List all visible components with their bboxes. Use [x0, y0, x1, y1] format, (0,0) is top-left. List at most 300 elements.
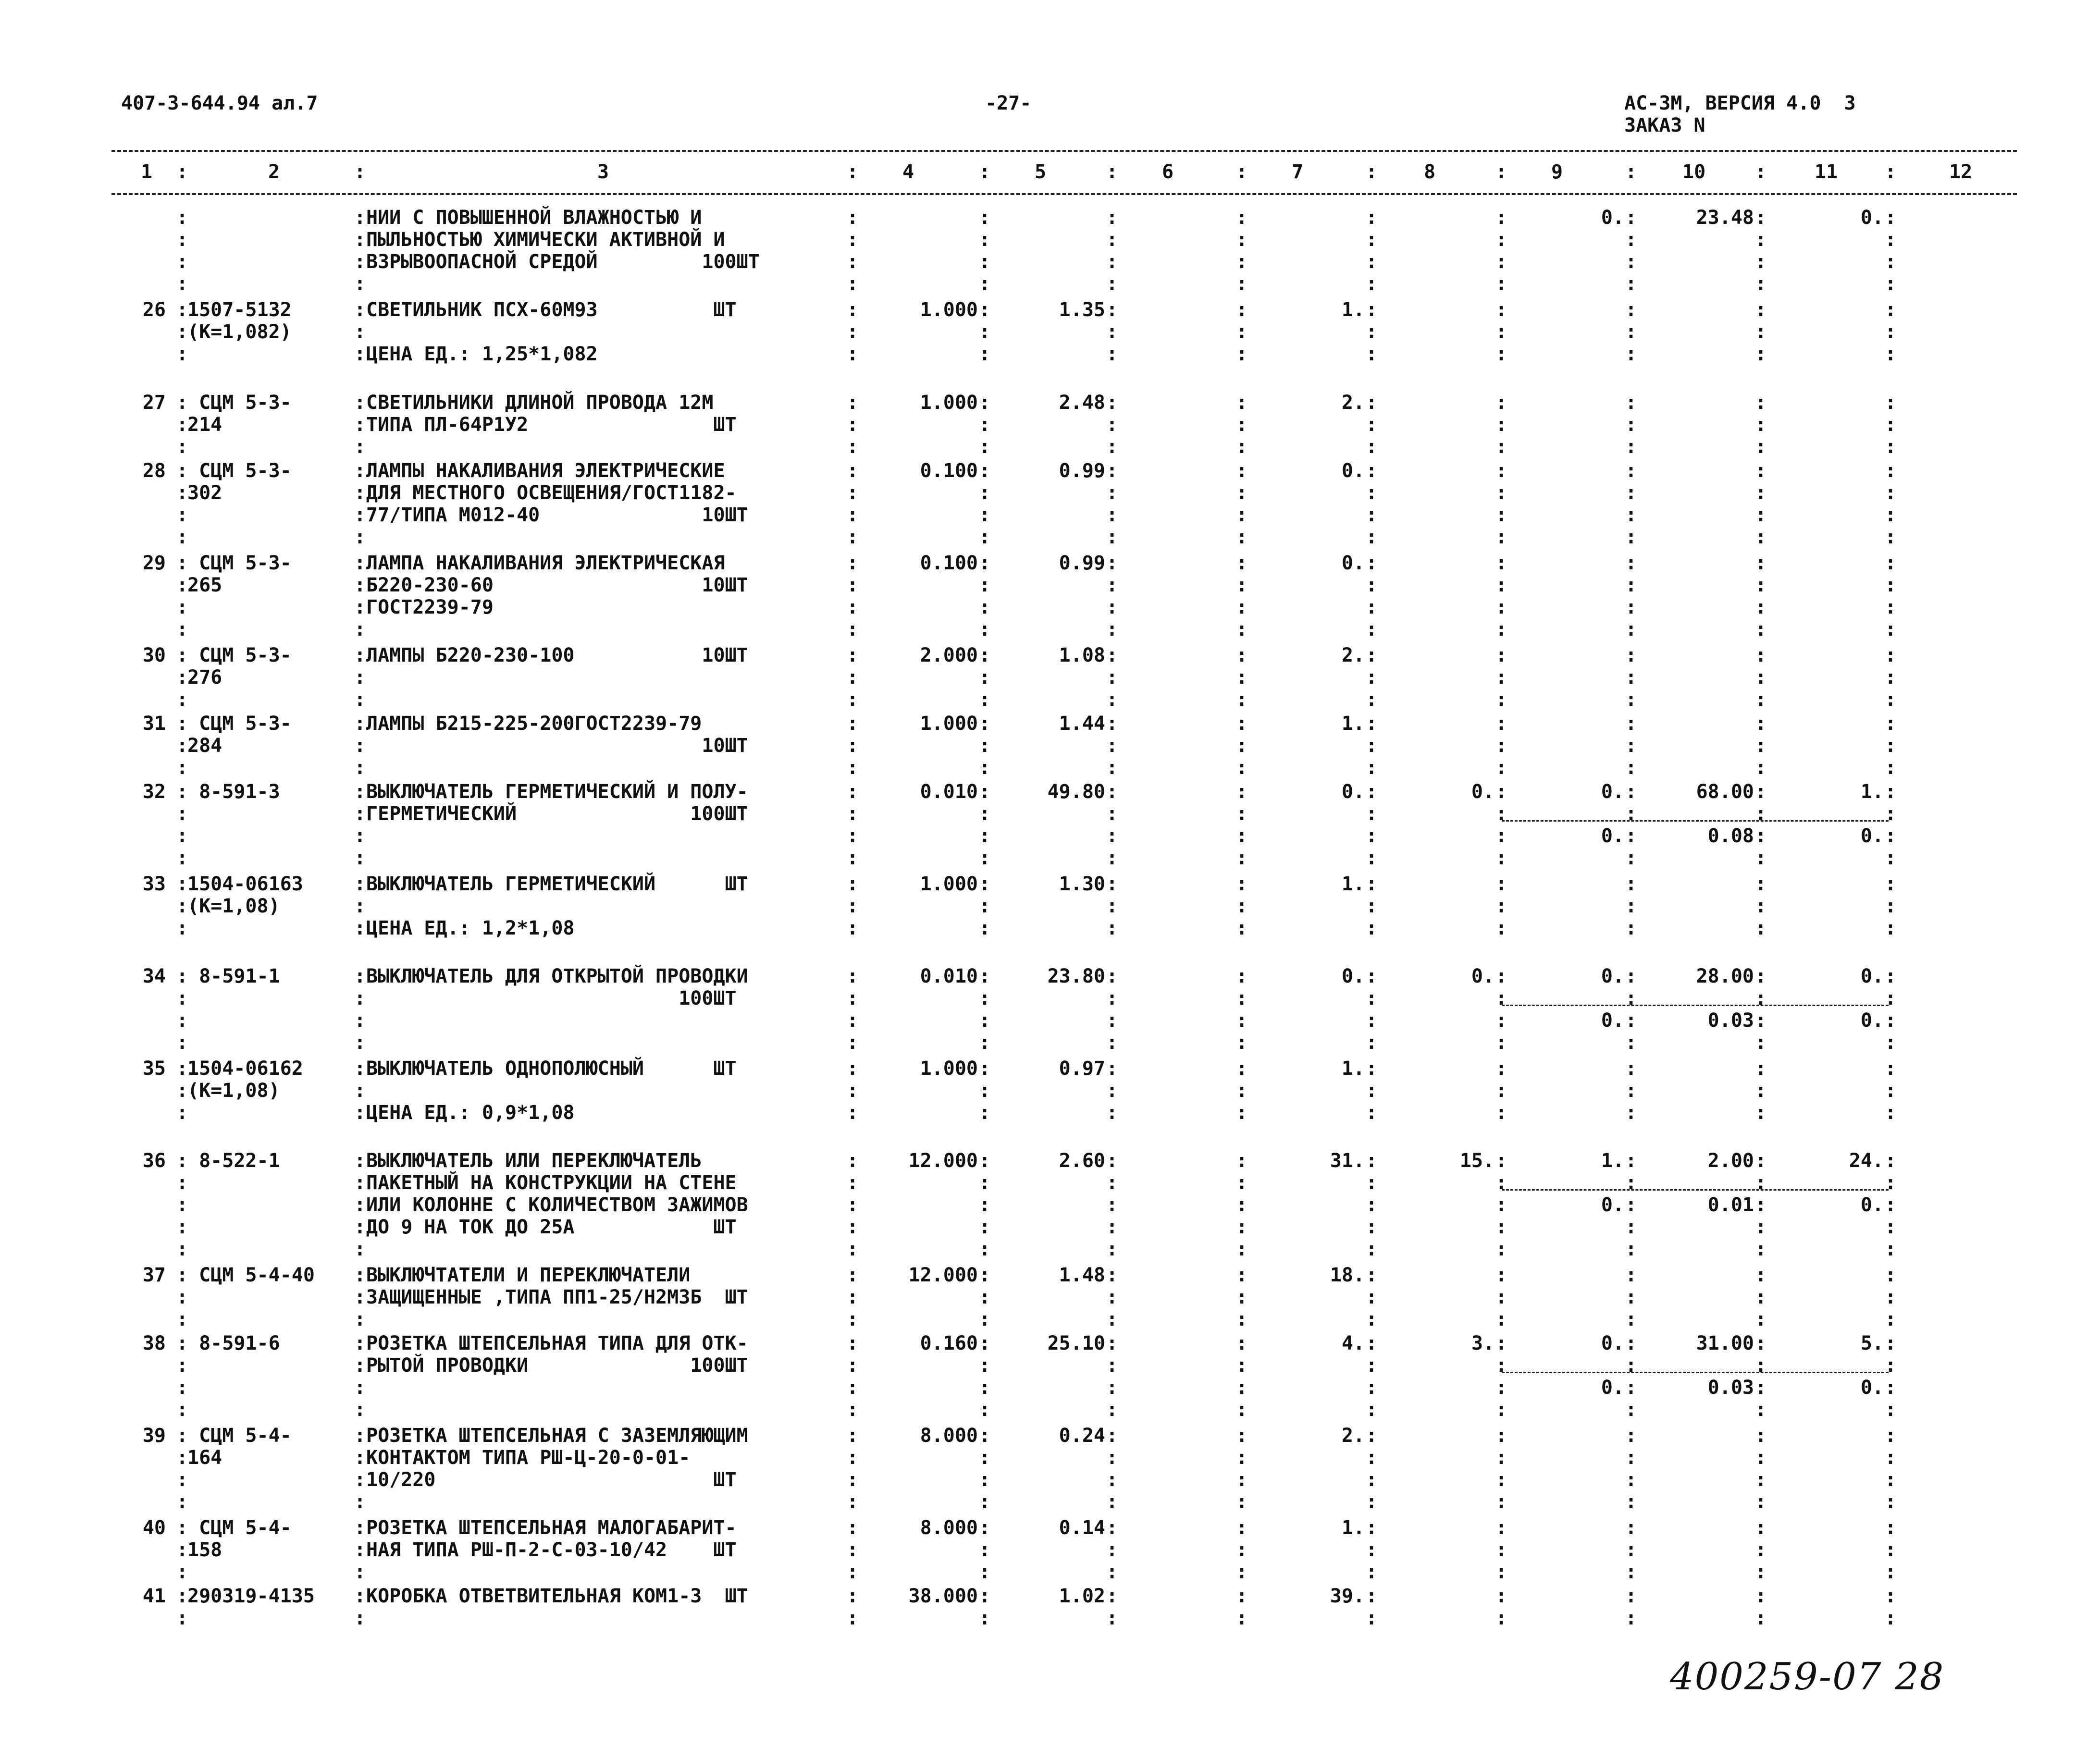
column-separator: :: [354, 1425, 366, 1447]
column-separator: :: [1366, 917, 1378, 939]
column-separator: :: [847, 895, 859, 917]
column-separator: :: [979, 965, 991, 987]
column-separator: :: [1495, 273, 1507, 295]
column-separator: :: [979, 1009, 991, 1032]
column-separator: :: [1495, 1517, 1507, 1539]
item-code-extra: (К=1,08): [187, 895, 280, 917]
column-separator: :: [176, 1286, 188, 1308]
column-separator: :: [1755, 1425, 1767, 1447]
column-separator: :: [847, 436, 859, 458]
item-description: ВЫКЛЮЧАТЕЛЬ ГЕРМЕТИЧЕСКИЙ ШТ: [366, 873, 748, 895]
column-separator: :: [1625, 1286, 1637, 1308]
column-separator: :: [1625, 825, 1637, 847]
column-separator: :: [1366, 229, 1378, 251]
column-separator: :: [1236, 343, 1248, 365]
column-separator: :: [1625, 392, 1637, 414]
value-c7: 2.: [1341, 1425, 1365, 1447]
column-separator: :: [176, 1517, 188, 1539]
column-separator: :: [847, 689, 859, 711]
column-separator: :: [1755, 343, 1767, 365]
value-c10: 68.00: [1696, 781, 1754, 803]
column-separator: :: [1755, 321, 1767, 343]
value-c5: 0.99: [1059, 460, 1105, 482]
column-separator: :: [1885, 1399, 1897, 1421]
column-separator: :: [1236, 1080, 1248, 1102]
column-separator: :: [1106, 1150, 1118, 1172]
value-c5: 2.48: [1059, 392, 1105, 414]
doc-id: 407-3-644.94 ал.7: [121, 92, 318, 114]
column-separator: :: [847, 1172, 859, 1194]
column-separator: :: [176, 207, 188, 229]
column-separator: :: [847, 574, 859, 596]
column-separator: :: [1885, 873, 1897, 895]
value-c10: 23.48: [1696, 207, 1754, 229]
column-separator: :: [354, 847, 366, 869]
column-separator: :: [1495, 343, 1507, 365]
column-separator: :: [847, 1032, 859, 1054]
column-separator: :: [1366, 1264, 1378, 1286]
column-separator: :: [176, 273, 188, 295]
column-separator: :: [1885, 803, 1897, 825]
item-code: СЦМ 5-3-: [187, 644, 292, 666]
column-separator: :: [1755, 1238, 1767, 1260]
column-separator: :: [1755, 987, 1767, 1009]
column-separator: :: [1885, 1517, 1897, 1539]
column-separator: :: [1755, 1102, 1767, 1124]
column-separator: :: [176, 713, 188, 735]
column-separator: :: [1236, 1172, 1248, 1194]
column-separator: :: [1495, 482, 1507, 504]
column-separator: :: [979, 1264, 991, 1286]
row-number: 27: [142, 392, 166, 414]
sub-value-c10: 0.03: [1707, 1377, 1754, 1399]
column-separator: :: [1236, 273, 1248, 295]
column-separator: :: [176, 1399, 188, 1421]
column-separator: :: [1106, 1009, 1118, 1032]
column-separator: :: [1106, 321, 1118, 343]
value-c7: 39.: [1330, 1585, 1365, 1607]
column-separator: :: [176, 825, 188, 847]
column-separator: :: [1106, 895, 1118, 917]
column-separator: :: [979, 1102, 991, 1124]
column-separator: :: [1885, 618, 1897, 640]
column-separator: :: [1236, 689, 1248, 711]
column-separator: :: [1366, 207, 1378, 229]
column-separator: :: [1625, 847, 1637, 869]
column-separator: :: [1236, 847, 1248, 869]
item-description: НИИ С ПОВЫШЕННОЙ ВЛАЖНОСТЬЮ И: [366, 207, 702, 229]
column-separator: :: [1366, 321, 1378, 343]
column-separator: :: [1495, 917, 1507, 939]
sub-value-c11: 0.: [1860, 1194, 1884, 1216]
column-separator: :: [354, 229, 366, 251]
column-separator: :: [354, 392, 366, 414]
value-c7: 0.: [1341, 460, 1365, 482]
column-separator: :: [354, 526, 366, 548]
value-c4: 0.160: [920, 1332, 978, 1354]
column-separator: :: [979, 251, 991, 273]
column-separator: :: [1236, 1332, 1248, 1354]
column-separator: :: [1625, 1172, 1637, 1194]
column-separator: :: [1495, 644, 1507, 666]
column-separator: :: [1236, 1399, 1248, 1421]
item-description: ЛАМПА НАКАЛИВАНИЯ ЭЛЕКТРИЧЕСКАЯ: [366, 552, 725, 574]
column-separator: :: [1366, 343, 1378, 365]
column-separator: :: [1755, 1286, 1767, 1308]
column-separator: :: [1755, 1561, 1767, 1583]
column-separator: :: [847, 1058, 859, 1080]
column-separator: :: [1885, 1032, 1897, 1054]
column-separator: :: [354, 666, 366, 689]
column-separator: :: [1366, 1032, 1378, 1054]
column-separator: :: [979, 895, 991, 917]
column-separator: :: [176, 644, 188, 666]
column-separator: :: [1625, 965, 1637, 987]
column-separator: :: [176, 1539, 188, 1561]
item-description: ИЛИ КОЛОННЕ С КОЛИЧЕСТВОМ ЗАЖИМОВ: [366, 1194, 748, 1216]
column-separator: :: [1366, 1009, 1378, 1032]
item-description: ВЫКЛЮЧТАТЕЛИ И ПЕРЕКЛЮЧАТЕЛИ: [366, 1264, 691, 1286]
column-separator: :: [1625, 460, 1637, 482]
value-c4: 1.000: [920, 392, 978, 414]
column-separator: :: [1106, 1080, 1118, 1102]
item-code-extra: 284: [187, 735, 222, 757]
column-separator: :: [847, 596, 859, 618]
value-c5: 0.97: [1059, 1058, 1105, 1080]
column-separator: :: [1366, 1425, 1378, 1447]
item-code: СЦМ 5-3-: [187, 552, 292, 574]
column-separator: :: [1236, 825, 1248, 847]
column-separator: :: [847, 414, 859, 436]
column-separator: :: [1236, 1150, 1248, 1172]
column-separator: :: [176, 392, 188, 414]
column-separator: :: [1625, 1150, 1637, 1172]
column-separator: :: [1106, 460, 1118, 482]
column-separator: :: [1625, 1469, 1637, 1491]
column-separator: :: [1885, 1469, 1897, 1491]
column-separator: :: [1366, 895, 1378, 917]
column-separator: :: [1366, 1561, 1378, 1583]
column-separator: :: [1495, 847, 1507, 869]
column-separator: :: [979, 1058, 991, 1080]
column-separator: :: [1236, 735, 1248, 757]
column-separator: :: [1106, 1607, 1118, 1629]
column-separator: :: [354, 1354, 366, 1377]
column-separator: :: [1236, 414, 1248, 436]
column-header-10: 10: [1682, 161, 1706, 183]
row-number: 31: [142, 713, 166, 735]
column-separator: :: [847, 161, 859, 183]
column-separator: :: [1495, 1264, 1507, 1286]
item-code-extra: (К=1,082): [187, 321, 292, 343]
value-c7: 31.: [1330, 1150, 1365, 1172]
column-separator: :: [1755, 689, 1767, 711]
item-code: 8-522-1: [187, 1150, 280, 1172]
column-separator: :: [1106, 1172, 1118, 1194]
column-separator: :: [354, 965, 366, 987]
column-separator: :: [1236, 895, 1248, 917]
value-c7: 0.: [1341, 552, 1365, 574]
column-separator: :: [1625, 482, 1637, 504]
column-separator: :: [1885, 1080, 1897, 1102]
column-separator: :: [1366, 1377, 1378, 1399]
column-separator: :: [176, 1102, 188, 1124]
column-separator: :: [1106, 1194, 1118, 1216]
item-description: ЗАЩИЩЕННЫЕ ,ТИПА ПП1-25/Н2М3Б ШТ: [366, 1286, 748, 1308]
column-separator: :: [1106, 1399, 1118, 1421]
column-separator: :: [1625, 873, 1637, 895]
column-separator: :: [1885, 1425, 1897, 1447]
column-separator: :: [1236, 596, 1248, 618]
column-separator: :: [1236, 229, 1248, 251]
column-separator: :: [1625, 1354, 1637, 1377]
column-separator: :: [176, 1009, 188, 1032]
column-separator: :: [979, 1469, 991, 1491]
column-separator: :: [1625, 161, 1637, 183]
column-separator: :: [1755, 1377, 1767, 1399]
column-separator: :: [1236, 965, 1248, 987]
value-c5: 2.60: [1059, 1150, 1105, 1172]
row-number: 35: [142, 1058, 166, 1080]
column-separator: :: [354, 273, 366, 295]
column-separator: :: [1755, 1032, 1767, 1054]
column-separator: :: [1236, 1425, 1248, 1447]
column-separator: :: [354, 1264, 366, 1286]
column-separator: :: [979, 321, 991, 343]
item-description: РОЗЕТКА ШТЕПСЕЛЬНАЯ МАЛОГАБАРИТ-: [366, 1517, 737, 1539]
row-number: 36: [142, 1150, 166, 1172]
value-c7: 2.: [1341, 392, 1365, 414]
column-separator: :: [1366, 666, 1378, 689]
column-separator: :: [1625, 689, 1637, 711]
column-separator: :: [1625, 504, 1637, 526]
column-separator: :: [354, 781, 366, 803]
column-separator: :: [1625, 596, 1637, 618]
row-number: 41: [142, 1585, 166, 1607]
column-separator: :: [847, 460, 859, 482]
column-separator: :: [1495, 1447, 1507, 1469]
column-separator: :: [354, 1172, 366, 1194]
column-separator: :: [1106, 1238, 1118, 1260]
column-separator: :: [1885, 965, 1897, 987]
column-separator: :: [1885, 414, 1897, 436]
sub-value-c11: 0.: [1860, 1377, 1884, 1399]
column-separator: :: [847, 299, 859, 321]
column-separator: :: [354, 1080, 366, 1102]
column-separator: :: [979, 343, 991, 365]
column-separator: :: [1495, 229, 1507, 251]
column-separator: :: [176, 1216, 188, 1238]
row-number: 32: [142, 781, 166, 803]
column-separator: :: [847, 251, 859, 273]
column-separator: :: [1236, 987, 1248, 1009]
column-separator: :: [1495, 1585, 1507, 1607]
column-separator: :: [354, 1585, 366, 1607]
column-separator: :: [1495, 757, 1507, 779]
column-separator: :: [979, 596, 991, 618]
column-separator: :: [1495, 987, 1507, 1009]
item-description: Б220-230-60 10ШТ: [366, 574, 748, 596]
item-code-extra: 302: [187, 482, 222, 504]
column-separator: :: [1755, 965, 1767, 987]
value-c7: 18.: [1330, 1264, 1365, 1286]
column-separator: :: [1495, 1332, 1507, 1354]
column-separator: :: [1236, 482, 1248, 504]
column-header-7: 7: [1292, 161, 1304, 183]
column-separator: :: [354, 1377, 366, 1399]
column-separator: :: [1366, 1238, 1378, 1260]
column-separator: :: [1236, 1561, 1248, 1583]
column-separator: :: [354, 482, 366, 504]
value-c5: 49.80: [1047, 781, 1105, 803]
column-separator: :: [979, 504, 991, 526]
column-separator: :: [1236, 1607, 1248, 1629]
column-separator: :: [847, 1264, 859, 1286]
column-separator: :: [1755, 1264, 1767, 1286]
column-separator: :: [354, 757, 366, 779]
item-code: 1504-06162: [187, 1058, 303, 1080]
column-separator: :: [1495, 1194, 1507, 1216]
column-separator: :: [1495, 1539, 1507, 1561]
column-separator: :: [176, 1032, 188, 1054]
column-separator: :: [1236, 917, 1248, 939]
column-separator: :: [1106, 1216, 1118, 1238]
column-separator: :: [847, 1377, 859, 1399]
column-separator: :: [979, 666, 991, 689]
column-separator: :: [1366, 713, 1378, 735]
column-separator: :: [1366, 273, 1378, 295]
column-separator: :: [1885, 460, 1897, 482]
column-separator: :: [1236, 873, 1248, 895]
column-separator: :: [354, 436, 366, 458]
column-separator: :: [1755, 1469, 1767, 1491]
column-separator: :: [1885, 1216, 1897, 1238]
column-separator: :: [1755, 917, 1767, 939]
column-separator: :: [1625, 1332, 1637, 1354]
value-c9: 0.: [1601, 965, 1624, 987]
column-separator: :: [1495, 392, 1507, 414]
column-separator: :: [1755, 1308, 1767, 1330]
value-c7: 1.: [1341, 1517, 1365, 1539]
column-separator: :: [847, 757, 859, 779]
column-separator: :: [979, 873, 991, 895]
column-separator: :: [176, 552, 188, 574]
item-code: СЦМ 5-4-40: [187, 1264, 315, 1286]
column-header-8: 8: [1424, 161, 1436, 183]
column-separator: :: [1236, 207, 1248, 229]
column-separator: :: [847, 917, 859, 939]
column-separator: :: [176, 666, 188, 689]
column-separator: :: [1236, 1491, 1248, 1513]
column-separator: :: [847, 825, 859, 847]
column-separator: :: [1625, 321, 1637, 343]
value-c4: 0.010: [920, 965, 978, 987]
column-separator: :: [176, 343, 188, 365]
column-separator: :: [1885, 273, 1897, 295]
column-separator: :: [1885, 251, 1897, 273]
column-separator: :: [1366, 735, 1378, 757]
sub-divider: [1502, 1005, 1889, 1006]
column-separator: :: [1236, 618, 1248, 640]
column-separator: :: [1366, 1539, 1378, 1561]
column-separator: :: [1755, 847, 1767, 869]
sub-value-c9: 0.: [1601, 1009, 1624, 1032]
column-separator: :: [847, 1491, 859, 1513]
column-separator: :: [847, 1517, 859, 1539]
column-header-3: 3: [597, 161, 609, 183]
column-separator: :: [176, 1264, 188, 1286]
top-rule: [111, 150, 2017, 152]
column-separator: :: [354, 1469, 366, 1491]
column-separator: :: [1366, 596, 1378, 618]
column-separator: :: [1885, 1447, 1897, 1469]
column-separator: :: [1755, 414, 1767, 436]
column-separator: :: [1106, 873, 1118, 895]
column-separator: :: [979, 825, 991, 847]
column-separator: :: [847, 1399, 859, 1421]
unit-price-note: ЦЕНА ЕД.: 1,25*1,082: [366, 343, 598, 365]
column-separator: :: [1885, 1150, 1897, 1172]
column-separator: :: [354, 414, 366, 436]
column-separator: :: [1236, 526, 1248, 548]
column-separator: :: [1885, 1607, 1897, 1629]
column-separator: :: [1236, 1469, 1248, 1491]
column-separator: :: [1885, 1585, 1897, 1607]
column-separator: :: [847, 987, 859, 1009]
value-c4: 12.000: [908, 1264, 978, 1286]
column-separator: :: [176, 1491, 188, 1513]
column-separator: :: [1755, 1009, 1767, 1032]
column-separator: :: [1495, 414, 1507, 436]
column-separator: :: [1755, 504, 1767, 526]
column-separator: :: [176, 1058, 188, 1080]
column-separator: :: [354, 1539, 366, 1561]
column-separator: :: [1755, 1491, 1767, 1513]
column-separator: :: [1625, 1377, 1637, 1399]
column-separator: :: [979, 299, 991, 321]
column-separator: :: [1495, 1469, 1507, 1491]
column-separator: :: [1625, 1539, 1637, 1561]
column-separator: :: [1755, 825, 1767, 847]
column-separator: :: [354, 161, 366, 183]
column-separator: :: [1366, 1150, 1378, 1172]
item-description: ВЫКЛЮЧАТЕЛЬ ГЕРМЕТИЧЕСКИЙ И ПОЛУ-: [366, 781, 748, 803]
column-separator: :: [1236, 1517, 1248, 1539]
item-description: ДО 9 НА ТОК ДО 25А ШТ: [366, 1216, 737, 1238]
column-separator: :: [847, 273, 859, 295]
column-separator: :: [979, 436, 991, 458]
column-separator: :: [1236, 713, 1248, 735]
column-separator: :: [354, 1194, 366, 1216]
column-separator: :: [979, 847, 991, 869]
column-separator: :: [1495, 965, 1507, 987]
column-separator: :: [354, 1150, 366, 1172]
value-c7: 0.: [1341, 781, 1365, 803]
column-separator: :: [1366, 1216, 1378, 1238]
value-c9: 0.: [1601, 781, 1624, 803]
column-separator: :: [1885, 574, 1897, 596]
column-separator: :: [176, 1561, 188, 1583]
column-separator: :: [1885, 321, 1897, 343]
column-separator: :: [1236, 251, 1248, 273]
item-code-extra: 158: [187, 1539, 222, 1561]
column-separator: :: [1106, 1469, 1118, 1491]
column-separator: :: [354, 460, 366, 482]
column-separator: :: [847, 1539, 859, 1561]
value-c7: 1.: [1341, 873, 1365, 895]
column-separator: :: [979, 1172, 991, 1194]
column-separator: :: [1755, 273, 1767, 295]
